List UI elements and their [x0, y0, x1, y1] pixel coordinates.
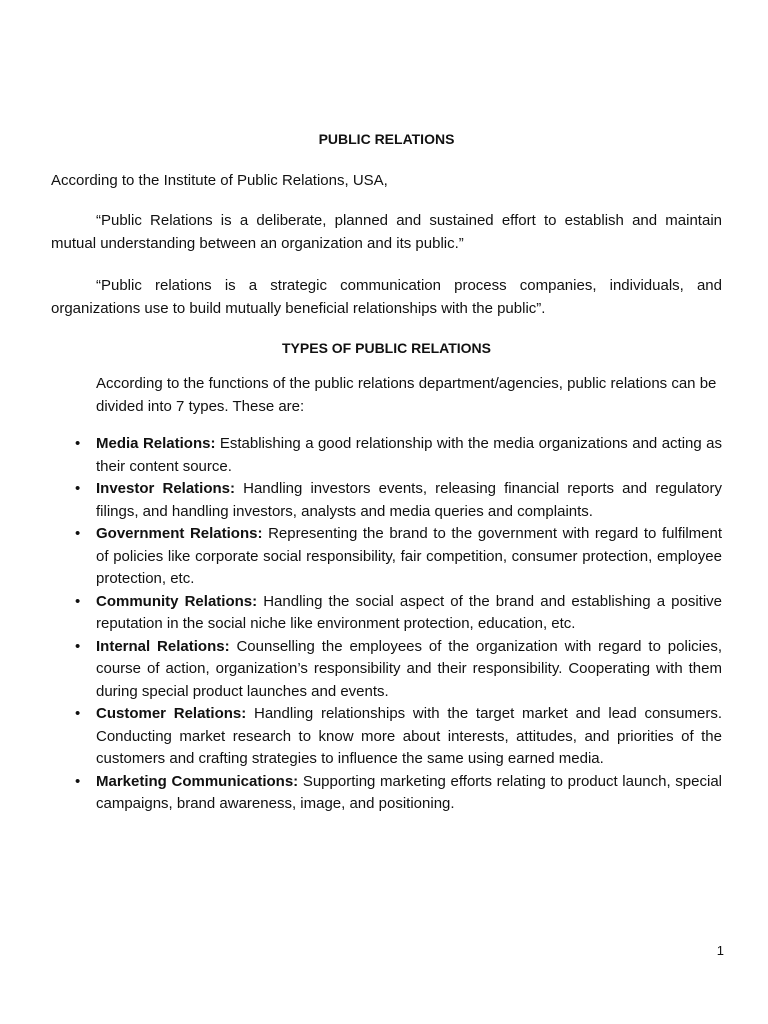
list-item-description: Handling the social aspect of the brand and establishing a positive reputation in the social niche like environment protection, education, etc.	[96, 592, 723, 632]
document-title: PUBLIC RELATIONS	[318, 131, 455, 147]
list-item-description: Supporting marketing efforts relating to product launch, special campaigns, brand awareness, image, and positioning.	[96, 772, 722, 812]
section-heading-types: TYPES OF PUBLIC RELATIONS	[282, 340, 491, 356]
list-item-description: Counselling the employees of the organization with regard to policies, course of action, organization’s responsibility and their responsibility. Cooperating with them during special product launches and events.	[96, 637, 722, 700]
list-item-description: Establishing a good relationship with the media organizations and acting as their content source.	[96, 435, 722, 475]
list-item-marketing-communications	[75, 771, 722, 816]
list-item-description: Representing the brand to the government with regard to fulfilment of policies like corporate social responsibility, fair competition, consumer protection, employee protection, etc.	[96, 525, 722, 587]
page-number: 1	[716, 943, 724, 958]
list-item-government-relations	[75, 523, 722, 591]
bullet-icon: •	[75, 435, 81, 452]
bullet-icon: •	[75, 705, 81, 722]
bullet-icon: •	[75, 525, 81, 542]
types-intro-paragraph: According to the functions of the public relations department/agencies, public relations can be divided into 7 types. These are:	[96, 375, 717, 415]
list-item-description: Handling investors events, releasing financial reports and regulatory filings, and handling investors, analysts and media queries and complaints.	[96, 480, 722, 520]
list-item-term: Government Relations:	[96, 525, 263, 542]
list-item-term: Community Relations:	[96, 592, 258, 610]
types-list	[0, 433, 768, 816]
list-item-term: Marketing Communications:	[96, 772, 299, 790]
list-item-media-relations	[75, 433, 722, 478]
list-item-customer-relations	[75, 703, 722, 771]
definition-quote-1: “Public Relations is a deliberate, planned and sustained effort to establish and maintain mutual understanding between an organization and its public.”	[51, 212, 722, 252]
list-item-term: Customer Relations:	[96, 705, 247, 722]
list-item-investor-relations	[75, 478, 722, 523]
list-item-term: Internal Relations:	[96, 637, 230, 655]
bullet-icon: •	[75, 480, 81, 497]
list-item-term: Investor Relations:	[96, 480, 235, 497]
bullet-icon: •	[75, 592, 81, 610]
list-item-term: Media Relations:	[96, 435, 216, 452]
intro-paragraph: According to the Institute of Public Relations, USA,	[51, 172, 388, 189]
bullet-icon: •	[75, 772, 81, 790]
list-item-internal-relations	[75, 636, 722, 704]
list-item-community-relations	[75, 591, 723, 636]
bullet-icon: •	[75, 637, 81, 655]
definition-quote-2: “Public relations is a strategic communication process companies, individuals, and organizations use to build mutually beneficial relationships with the public”.	[51, 277, 722, 317]
list-item-description: Handling relationships with the target market and lead consumers. Conducting market research to know more about interests, attitudes, and priorities of the customers and crafting strategies to influence the same using earned media.	[96, 705, 722, 767]
